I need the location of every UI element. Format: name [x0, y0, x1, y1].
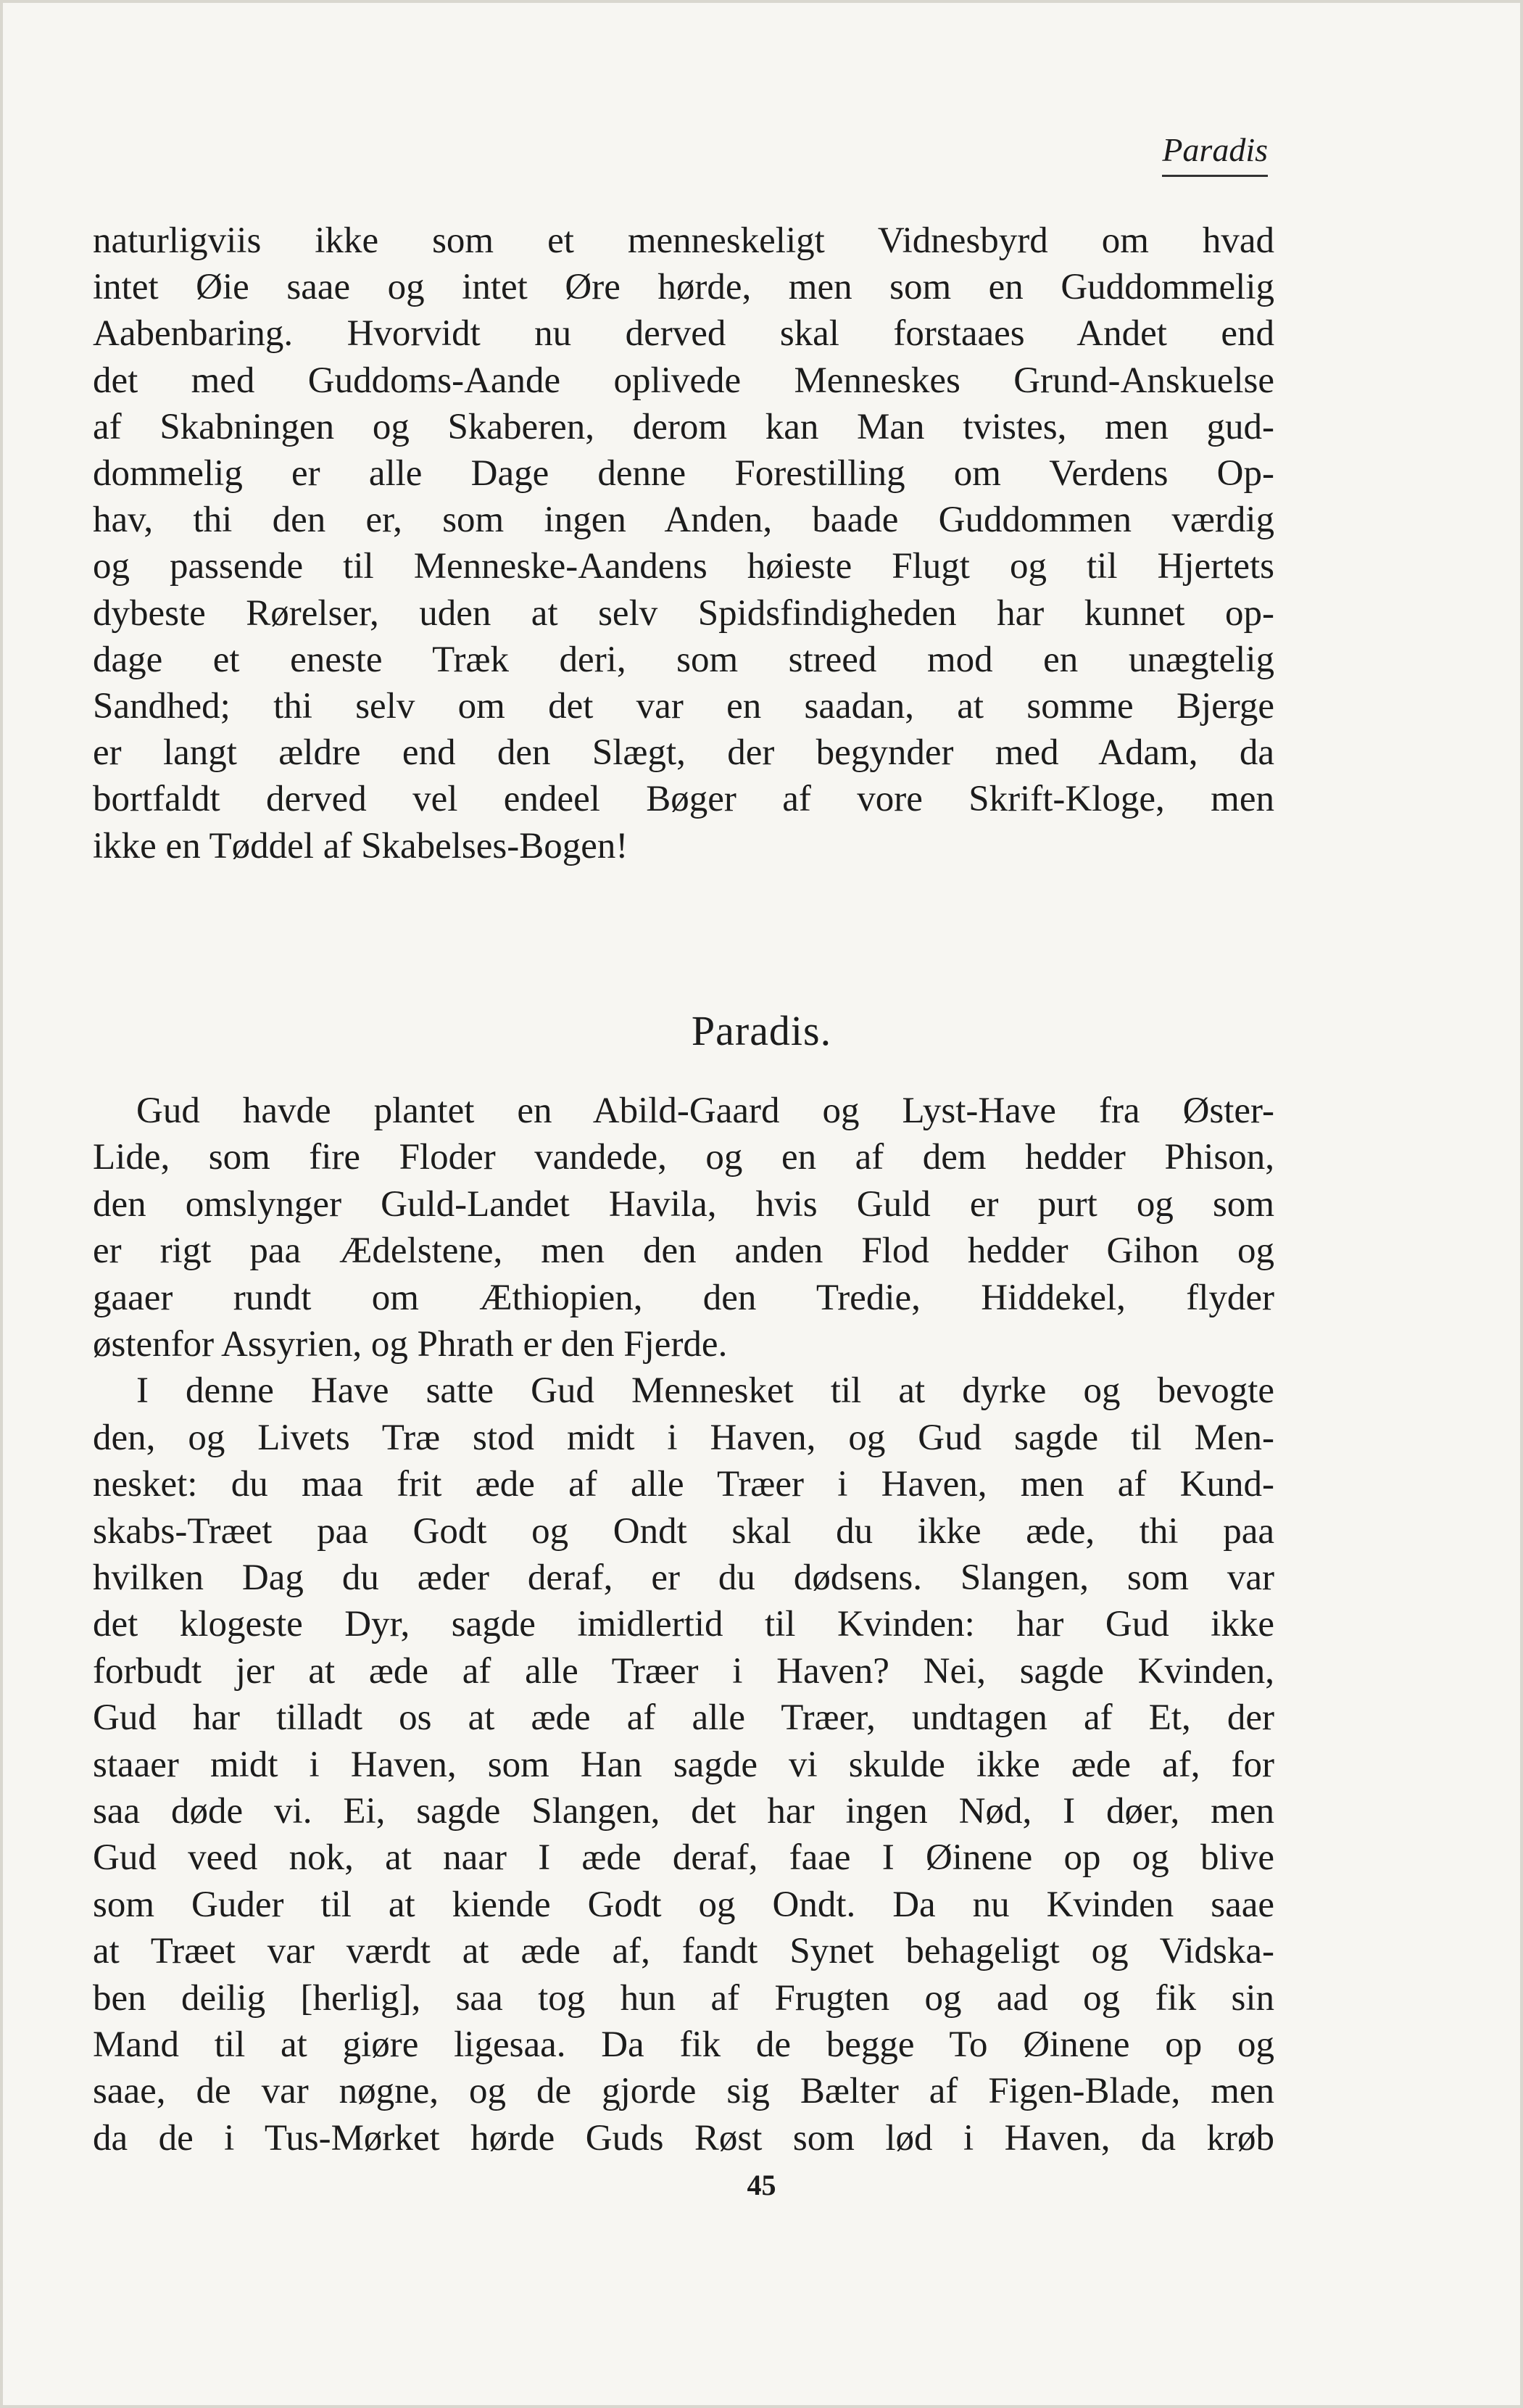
text-line: at Træet var værdt at æde af, fandt Synet behageligt og Vidska-	[93, 1931, 1274, 1972]
page-number: 45	[747, 2169, 776, 2201]
text-line: ben deilig [herlig], saa tog hun af Frugten og aad og fik sin	[93, 1977, 1274, 2019]
text-line: Sandhed; thi selv om det var en saadan, at somme Bjerge	[93, 686, 1274, 727]
text-line: er rigt paa Ædelstene, men den anden Flod hedder Gihon og	[93, 1230, 1274, 1272]
text-line: dybeste Rørelser, uden at selv Spidsfindigheden har kunnet op-	[93, 592, 1274, 634]
text-line: da de i Tus-Mørket hørde Guds Røst som lød i Haven, da krøb	[93, 2117, 1274, 2159]
text-line: I denne Have satte Gud Mennesket til at dyrke og bevogte	[136, 1370, 1274, 1412]
text-line: det med Guddoms-Aande oplivede Menneskes Grund-Anskuelse	[93, 360, 1274, 401]
text-line: staaer midt i Haven, som Han sagde vi skulde ikke æde af, for	[93, 1744, 1274, 1785]
text-line: Lide, som fire Floder vandede, og en af dem hedder Phison,	[93, 1137, 1274, 1178]
text-line: østenfor Assyrien, og Phrath er den Fjerde.	[93, 1324, 728, 1365]
text-line: Gud havde plantet en Abild-Gaard og Lyst-Have fra Øster-	[136, 1091, 1274, 1131]
text-line: Gud har tilladt os at æde af alle Træer, undtagen af Et, der	[93, 1697, 1274, 1739]
running-head: Paradis	[1162, 131, 1268, 177]
text-line: intet Øie saae og intet Øre hørde, men som en Guddommelig	[93, 267, 1274, 308]
text-line: den, og Livets Træ stod midt i Haven, og Gud sagde til Men-	[93, 1417, 1274, 1458]
text-line: dommelig er alle Dage denne Forestilling om Verdens Op-	[93, 453, 1274, 494]
text-line: Gud veed nok, at naar I æde deraf, faae I Øinene op og blive	[93, 1837, 1274, 1879]
text-line: saae, de var nøgne, og de gjorde sig Bælter af Figen-Blade, men	[93, 2071, 1274, 2112]
text-line: gaaer rundt om Æthiopien, den Tredie, Hiddekel, flyder	[93, 1277, 1274, 1318]
text-line: af Skabningen og Skaberen, derom kan Man tvistes, men gud-	[93, 406, 1274, 447]
text-line: som Guder til at kiende Godt og Ondt. Da nu Kvinden saae	[93, 1884, 1274, 1925]
text-line: og passende til Menneske-Aandens høieste Flugt og til Hjertets	[93, 546, 1274, 587]
text-line: er langt ældre end den Slægt, der begynder med Adam, da	[93, 732, 1274, 774]
section-title: Paradis.	[691, 1007, 832, 1054]
text-line: Aabenbaring. Hvorvidt nu derved skal forstaaes Andet end	[93, 313, 1274, 355]
text-line: den omslynger Guld-Landet Havila, hvis Guld er purt og som	[93, 1183, 1274, 1225]
text-line: hav, thi den er, som ingen Anden, baade Guddommen værdig	[93, 500, 1274, 541]
text-line: ikke en Tøddel af Skabelses-Bogen!	[93, 825, 628, 866]
text-line: bortfaldt derved vel endeel Bøger af vore Skrift-Kloge, men	[93, 779, 1274, 820]
text-line: Mand til at giøre ligesaa. Da fik de begge To Øinene op og	[93, 2024, 1274, 2065]
text-line: dage et eneste Træk deri, som streed mod en unægtelig	[93, 639, 1274, 680]
text-line: nesket: du maa frit æde af alle Træer i Haven, men af Kund-	[93, 1464, 1274, 1505]
text-line: saa døde vi. Ei, sagde Slangen, det har ingen Nød, I døer, men	[93, 1791, 1274, 1832]
text-line: naturligviis ikke som et menneskeligt Vidnesbyrd om hvad	[93, 220, 1274, 261]
text-line: skabs-Træet paa Godt og Ondt skal du ikke æde, thi paa	[93, 1510, 1274, 1552]
text-line: det klogeste Dyr, sagde imidlertid til Kvinden: har Gud ikke	[93, 1604, 1274, 1645]
text-line: forbudt jer at æde af alle Træer i Haven? Nei, sagde Kvinden,	[93, 1650, 1274, 1692]
text-line: hvilken Dag du æder deraf, er du dødsens. Slangen, som var	[93, 1557, 1274, 1598]
